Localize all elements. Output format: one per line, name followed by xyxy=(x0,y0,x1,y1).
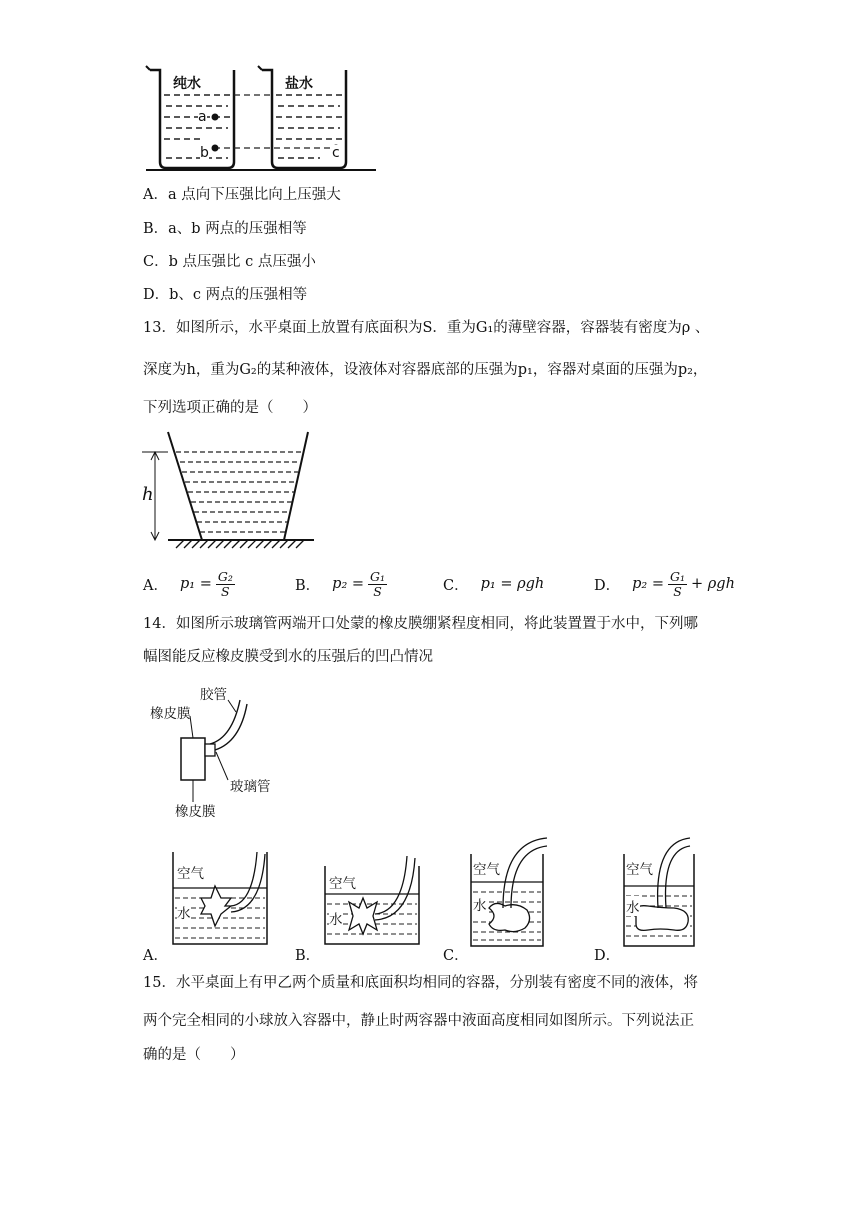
label-water: 水 xyxy=(473,894,487,914)
formula-rest: + ρgh xyxy=(691,576,735,592)
q14-stem-line2: 幅图能反应橡皮膜受到水的压强后的凹凸情况 xyxy=(143,649,433,665)
fraction-numerator: G₁ xyxy=(670,568,685,584)
label-salt-water: 盐水 xyxy=(285,76,313,92)
q12-option-c[interactable] xyxy=(143,252,316,272)
choice-letter: A． xyxy=(143,948,168,964)
option-letter: D． xyxy=(594,577,621,594)
label-water: 水 xyxy=(177,902,191,922)
label-membrane-top: 橡皮膜 xyxy=(150,706,191,722)
option-text: b 点压强比 c 点压强小 xyxy=(168,254,316,270)
choice-letter: C． xyxy=(443,948,469,964)
q12-option-a[interactable] xyxy=(143,185,341,205)
option-letter: D． xyxy=(143,287,170,303)
fraction-numerator: G₂ xyxy=(217,568,233,584)
option-letter: C． xyxy=(143,254,169,270)
option-letter: A． xyxy=(143,577,168,594)
choice-letter: D． xyxy=(594,948,621,964)
label-a: a xyxy=(198,109,207,125)
option-letter: B． xyxy=(143,221,169,237)
formula-lhs: p₁ = ρgh xyxy=(480,576,545,592)
label-air: 空气 xyxy=(473,862,500,878)
point-a xyxy=(212,114,219,121)
label-water: 水 xyxy=(626,896,640,916)
q14-choice-d-svg xyxy=(594,828,734,962)
formula-fraction xyxy=(668,570,687,599)
formula-lhs: p₂ = xyxy=(632,576,664,592)
label-air: 空气 xyxy=(177,866,204,882)
q13-option-d[interactable] xyxy=(594,566,735,602)
q15-stem-line1: 15．水平桌面上有甲乙两个质量和底面积均相同的容器，分别装有密度不同的液体，将 xyxy=(143,975,698,991)
label-pure-water: 纯水 xyxy=(173,76,201,92)
formula-lhs: p₂ = xyxy=(332,576,365,592)
label-c: c xyxy=(332,145,340,161)
q13-stem-line2: 深度为h，重为G₂的某种液体，设液体对容器底部的压强为p₁，容器对桌面的压强为p₂， xyxy=(143,362,708,378)
q15-stem-line3: 确的是（ ） xyxy=(143,1047,245,1063)
q13-option-c[interactable] xyxy=(443,566,544,602)
fraction-denominator: S xyxy=(221,583,230,599)
label-glass-tube: 玻璃管 xyxy=(230,779,271,795)
q12-option-b[interactable] xyxy=(143,219,307,239)
q13-option-b[interactable] xyxy=(295,566,387,602)
formula-lhs: p₁ = xyxy=(179,576,212,592)
fraction-denominator: S xyxy=(673,583,682,599)
q14-choice-b[interactable] xyxy=(295,846,435,962)
label-water: 水 xyxy=(329,908,343,928)
q15-stem-line2: 两个完全相同的小球放入容器中，静止时两容器中液面高度相同如图所示。下列说法正 xyxy=(143,1013,694,1029)
fraction-numerator: G₁ xyxy=(370,568,386,584)
label-hose: 胶管 xyxy=(200,687,227,703)
label-air: 空气 xyxy=(329,876,356,892)
q14-choice-c[interactable] xyxy=(443,828,583,962)
option-letter: C． xyxy=(443,577,469,594)
formula-fraction xyxy=(368,570,387,599)
label-b: b xyxy=(200,145,209,161)
q14-choice-d[interactable] xyxy=(594,828,734,962)
label-membrane-bottom: 橡皮膜 xyxy=(175,804,216,820)
q14-stem-line1: 14．如图所示玻璃管两端开口处蒙的橡皮膜绷紧程度相同，将此装置置于水中，下列哪 xyxy=(143,616,698,632)
fraction-denominator: S xyxy=(373,583,382,599)
q14-choice-c-svg xyxy=(443,828,583,962)
q13-stem-line3: 下列选项正确的是（ ） xyxy=(143,400,317,416)
q13-container-svg xyxy=(138,430,318,552)
q14-choice-a[interactable] xyxy=(143,846,283,962)
formula-fraction xyxy=(216,570,235,599)
choice-letter: B． xyxy=(295,948,321,964)
q13-figure xyxy=(138,430,318,552)
label-h: h xyxy=(142,484,154,505)
q13-stem-line1: 13．如图所示，水平桌面上放置有底面积为S．重为G₁的薄壁容器，容器装有密度为ρ 、 xyxy=(143,320,710,336)
option-letter: B． xyxy=(295,577,321,594)
q14-device-figure xyxy=(150,682,290,822)
q12-figure xyxy=(140,64,380,176)
option-text: b、c 两点的压强相等 xyxy=(169,287,308,303)
q13-option-a[interactable] xyxy=(143,566,235,602)
option-letter: A． xyxy=(143,187,168,203)
label-air: 空气 xyxy=(626,862,653,878)
option-text: a 点向下压强比向上压强大 xyxy=(167,187,341,203)
option-text: a、b 两点的压强相等 xyxy=(168,221,307,237)
q12-option-d[interactable] xyxy=(143,285,307,305)
point-b xyxy=(212,145,219,152)
